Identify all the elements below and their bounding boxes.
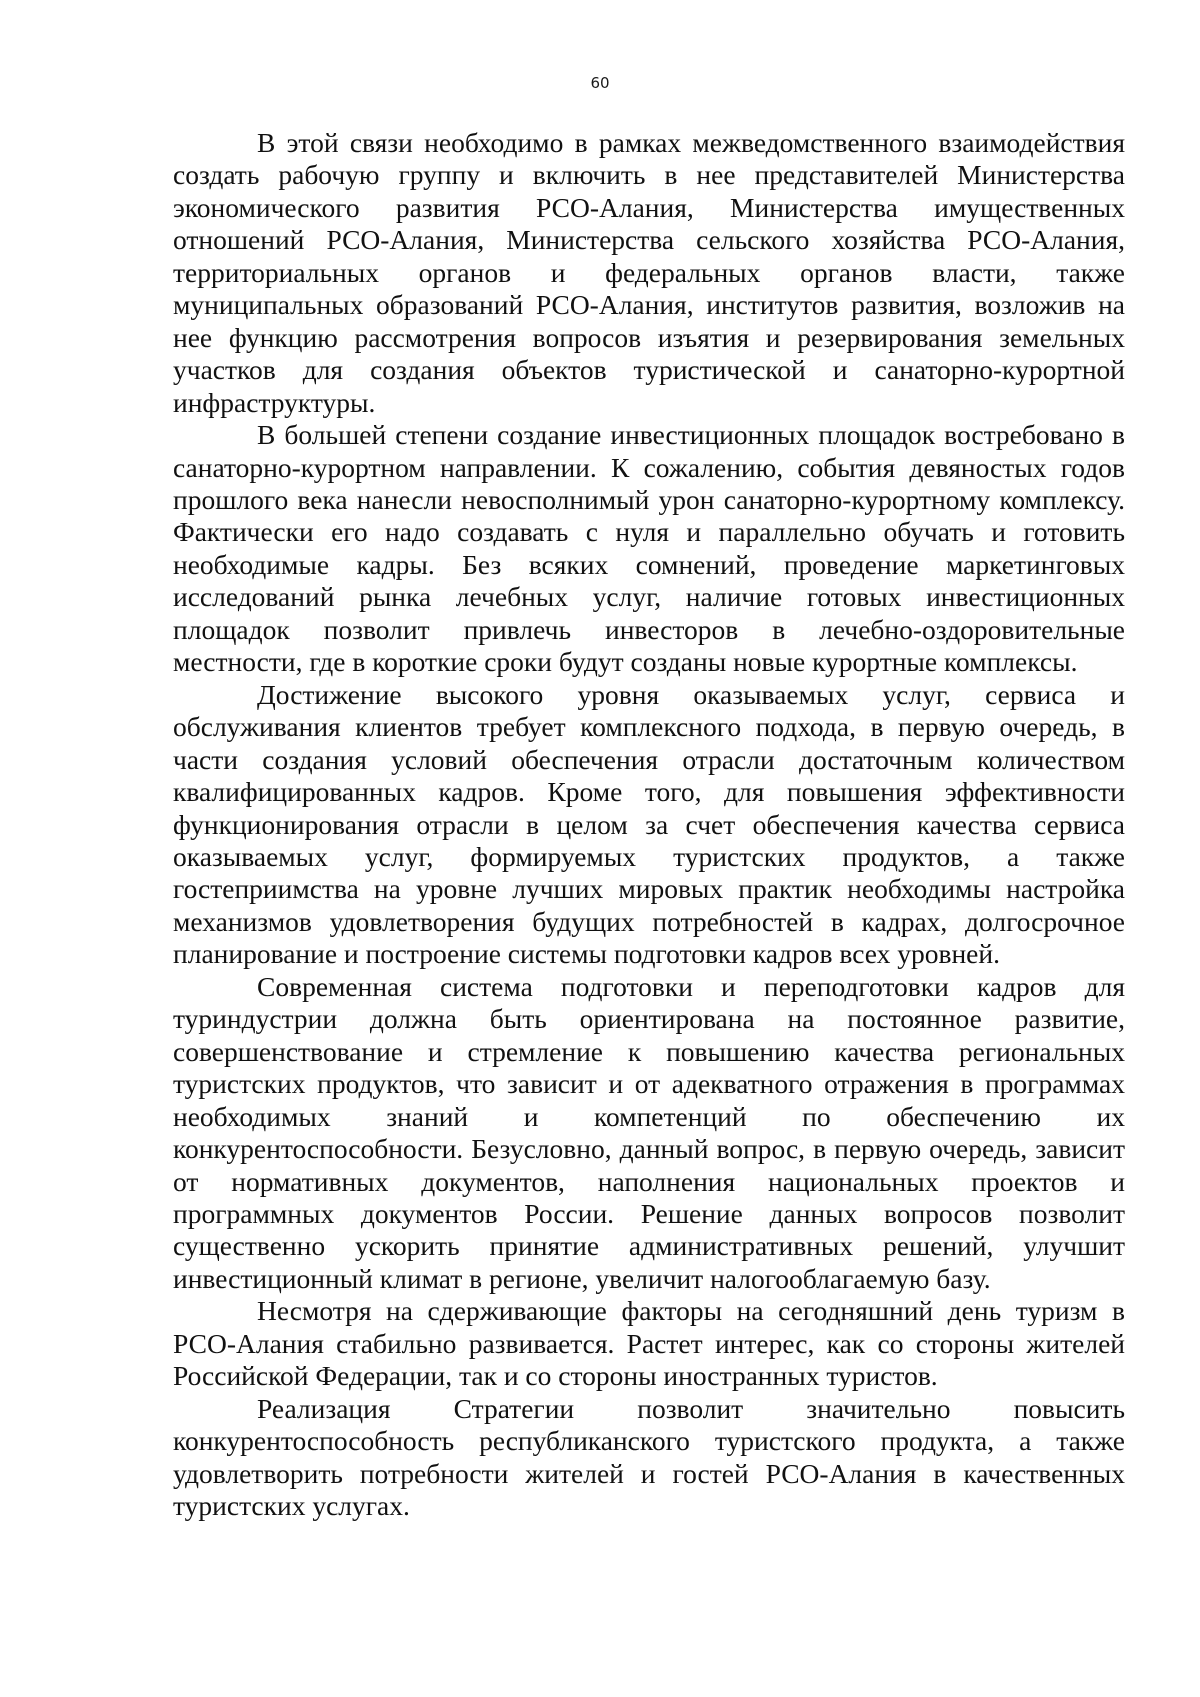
page-number: 60 bbox=[590, 74, 610, 92]
paragraph-personnel-training: Современная система подготовки и переподготовки кадров для туриндустрии должна быть ориентирована на постоянное развитие, совершенствование и стремление к повышению качества региональных туристских продуктов, что зависит и от адекватного отражения в программах необходимых знаний и компетенций по обеспечению их конкурентоспособности. Безусловно, данный вопрос, в первую очередь, зависит от нормативных документов, наполнения национальных проектов и программных документов России. Решение данных вопросов позволит существенно ускорить принятие административных решений, улучшит инвестиционный климат в регионе, увеличит налогооблагаемую базу. bbox=[173, 970, 1125, 1294]
paragraph-tourism-development: Несмотря на сдерживающие факторы на сегодняшний день туризм в РСО-Алания стабильно развивается. Растет интерес, как со стороны жителей Российской Федерации, так и со стороны иностранных туристов. bbox=[173, 1295, 1125, 1392]
paragraph-interagency-working-group: В этой связи необходимо в рамках межведомственного взаимодействия создать рабочую группу и включить в нее представителей Министерства экономического развития РСО-Алания, Министерства имущественных отношений РСО-Алания, Министерства сельского хозяйства РСО-Алания, территориальных органов и федеральных органов власти, также муниципальных образований РСО-Алания, институтов развития, возложив на нее функцию рассмотрения вопросов изъятия и резервирования земельных участков для создания объектов туристической и санаторно-курортной инфраструктуры. bbox=[173, 127, 1125, 418]
paragraph-investment-sites: В большей степени создание инвестиционных площадок востребовано в санаторно-курортном направлении. К сожалению, события девяностых годов прошлого века нанесли невосполнимый урон санаторно-курортному комплексу. Фактически его надо создавать с нуля и параллельно обучать и готовить необходимые кадры. Без всяких сомнений, проведение маркетинговых исследований рынка лечебных услуг, наличие готовых инвестиционных площадок позволит привлечь инвесторов в лечебно-оздоровительные местности, где в короткие сроки будут созданы новые курортные комплексы. bbox=[173, 419, 1125, 678]
body-text bbox=[173, 127, 1125, 1522]
paragraph-strategy-implementation: Реализация Стратегии позволит значительно повысить конкурентоспособность республиканского туристского продукта, а также удовлетворить потребности жителей и гостей РСО-Алания в качественных туристских услугах. bbox=[173, 1392, 1125, 1522]
paragraph-service-quality: Достижение высокого уровня оказываемых услуг, сервиса и обслуживания клиентов требует комплексного подхода, в первую очередь, в части создания условий обеспечения отрасли достаточным количеством квалифицированных кадров. Кроме того, для повышения эффективности функционирования отрасли в целом за счет обеспечения качества сервиса оказываемых услуг, формируемых туристских продуктов, а также гостеприимства на уровне лучших мировых практик необходимы настройка механизмов удовлетворения будущих потребностей в кадрах, долгосрочное планирование и построение системы подготовки кадров всех уровней. bbox=[173, 678, 1125, 970]
